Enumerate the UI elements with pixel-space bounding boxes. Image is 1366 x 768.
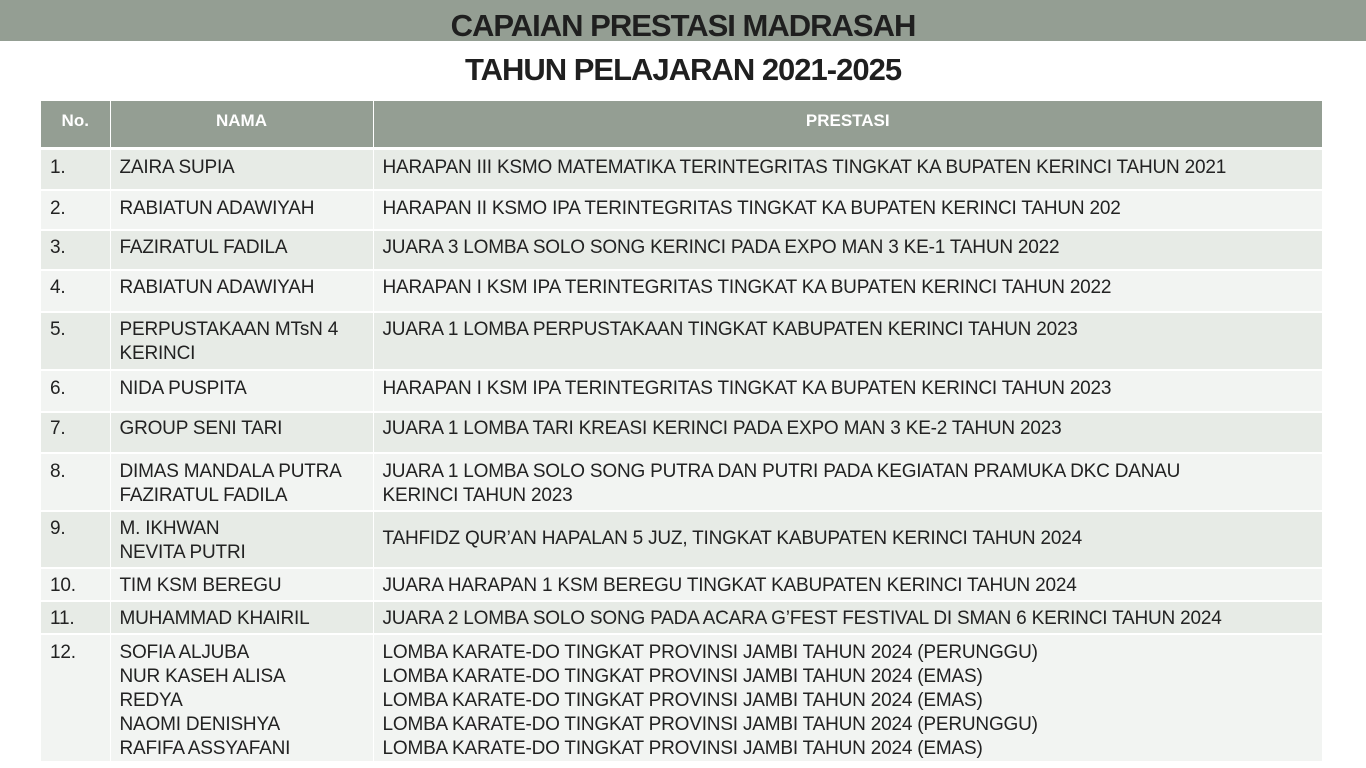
cell-nama: [110, 149, 373, 190]
cell-nama: [110, 190, 373, 230]
cell-prestasi: [373, 149, 1322, 190]
name-line: REDYA: [119, 689, 183, 711]
cell-prestasi: [373, 270, 1322, 312]
name-line: ZAIRA SUPIA: [119, 157, 235, 178]
achievement-line: JUARA 1 LOMBA SOLO SONG PUTRA DAN PUTRI PADA KEGIATAN PRAMUKA DKC DANAU: [382, 460, 1181, 482]
cell-nama: [110, 312, 373, 370]
cell-nama: [110, 568, 373, 601]
cell-prestasi: [373, 230, 1322, 270]
cell-no: 5.: [41, 312, 110, 370]
cell-no: 3.: [41, 230, 110, 270]
achievement-line: LOMBA KARATE-DO TINGKAT PROVINSI JAMBI TAHUN 2024 (EMAS): [382, 737, 983, 759]
achievement-line: LOMBA KARATE-DO TINGKAT PROVINSI JAMBI TAHUN 2024 (PERUNGGU): [382, 713, 1038, 735]
cell-nama: [110, 370, 373, 412]
achievement-line: TAHFIDZ QUR’AN HAPALAN 5 JUZ, TINGKAT KABUPATEN KERINCI TAHUN 2024: [382, 528, 1082, 549]
table-row: [41, 511, 1322, 568]
table-row: [41, 601, 1322, 634]
achievement-line: LOMBA KARATE-DO TINGKAT PROVINSI JAMBI TAHUN 2024 (EMAS): [382, 665, 983, 687]
cell-no: 8.: [41, 453, 110, 511]
cell-no: 4.: [41, 270, 110, 312]
cell-prestasi: [373, 634, 1322, 762]
table-row: [41, 370, 1322, 412]
table-row: [41, 230, 1322, 270]
achievement-line: JUARA 2 LOMBA SOLO SONG PADA ACARA G’FEST FESTIVAL DI SMAN 6 KERINCI TAHUN 2024: [382, 607, 1222, 629]
table-row: [41, 149, 1322, 190]
header-prestasi: PRESTASI: [373, 101, 1322, 149]
name-line: FAZIRATUL FADILA: [119, 484, 288, 506]
cell-no: 10.: [41, 568, 110, 601]
table-header-row: [41, 101, 1322, 149]
cell-no: 1.: [41, 149, 110, 190]
cell-no: 2.: [41, 190, 110, 230]
name-line: NEVITA PUTRI: [119, 541, 246, 563]
name-line: NIDA PUSPITA: [119, 377, 247, 399]
cell-no: 12.: [41, 634, 110, 762]
achievement-line: JUARA HARAPAN 1 KSM BEREGU TINGKAT KABUPATEN KERINCI TAHUN 2024: [382, 574, 1077, 596]
slide-title: CAPAIAN PRESTASI MADRASAH: [450, 8, 916, 43]
achievement-line: HARAPAN I KSM IPA TERINTEGRITAS TINGKAT KA BUPATEN KERINCI TAHUN 2022: [382, 276, 1112, 298]
achievement-line: LOMBA KARATE-DO TINGKAT PROVINSI JAMBI TAHUN 2024 (EMAS): [382, 689, 983, 711]
cell-prestasi: [373, 453, 1322, 511]
achievement-line: KERINCI TAHUN 2023: [382, 484, 573, 506]
name-line: RABIATUN ADAWIYAH: [119, 276, 315, 298]
cell-nama: [110, 511, 373, 568]
achievements-table: [41, 101, 1322, 763]
achievement-line: LOMBA KARATE-DO TINGKAT PROVINSI JAMBI TAHUN 2024 (PERUNGGU): [382, 641, 1038, 663]
slide-subtitle: TAHUN PELAJARAN 2021-2025: [464, 52, 902, 87]
name-line: DIMAS MANDALA PUTRA: [119, 460, 342, 482]
table-row: [41, 568, 1322, 601]
name-line: KERINCI: [119, 342, 196, 364]
achievement-line: JUARA 3 LOMBA SOLO SONG KERINCI PADA EXPO MAN 3 KE-1 TAHUN 2022: [382, 236, 1060, 258]
table-row: [41, 190, 1322, 230]
name-line: RABIATUN ADAWIYAH: [119, 197, 315, 219]
table-row: [41, 453, 1322, 511]
achievement-line: JUARA 1 LOMBA PERPUSTAKAAN TINGKAT KABUPATEN KERINCI TAHUN 2023: [382, 318, 1078, 340]
cell-prestasi: [373, 511, 1322, 568]
name-line: PERPUSTAKAAN MTsN 4: [119, 318, 339, 340]
header-no: No.: [41, 101, 110, 149]
cell-prestasi: [373, 601, 1322, 634]
name-line: RAFIFA ASSYAFANI: [119, 737, 291, 759]
cell-nama: [110, 634, 373, 762]
table-row: [41, 412, 1322, 453]
cell-nama: [110, 230, 373, 270]
table-row: [41, 312, 1322, 370]
cell-prestasi: [373, 568, 1322, 601]
name-line: FAZIRATUL FADILA: [119, 236, 288, 258]
achievement-line: HARAPAN III KSMO MATEMATIKA TERINTEGRITAS TINGKAT KA BUPATEN KERINCI TAHUN 2021: [382, 157, 1227, 178]
cell-prestasi: [373, 190, 1322, 230]
name-line: M. IKHWAN: [119, 517, 220, 539]
cell-prestasi: [373, 412, 1322, 453]
cell-nama: [110, 412, 373, 453]
cell-no: 9.: [41, 511, 110, 568]
name-line: GROUP SENI TARI: [119, 417, 283, 439]
cell-nama: [110, 453, 373, 511]
achievement-line: JUARA 1 LOMBA TARI KREASI KERINCI PADA EXPO MAN 3 KE-2 TAHUN 2023: [382, 417, 1062, 439]
cell-nama: [110, 601, 373, 634]
achievement-line: HARAPAN I KSM IPA TERINTEGRITAS TINGKAT KA BUPATEN KERINCI TAHUN 2023: [382, 377, 1112, 399]
name-line: TIM KSM BEREGU: [119, 574, 282, 596]
name-line: NAOMI DENISHYA: [119, 713, 280, 735]
cell-prestasi: [373, 370, 1322, 412]
cell-no: 6.: [41, 370, 110, 412]
name-line: MUHAMMAD KHAIRIL: [119, 607, 310, 629]
cell-nama: [110, 270, 373, 312]
name-line: SOFIA ALJUBA: [119, 641, 250, 663]
cell-no: 11.: [41, 601, 110, 634]
name-line: NUR KASEH ALISA: [119, 665, 286, 687]
header-nama: NAMA: [110, 101, 373, 149]
table-row: [41, 634, 1322, 762]
cell-prestasi: [373, 312, 1322, 370]
achievement-line: HARAPAN II KSMO IPA TERINTEGRITAS TINGKAT KA BUPATEN KERINCI TAHUN 202: [382, 197, 1121, 219]
table-row: [41, 270, 1322, 312]
cell-no: 7.: [41, 412, 110, 453]
